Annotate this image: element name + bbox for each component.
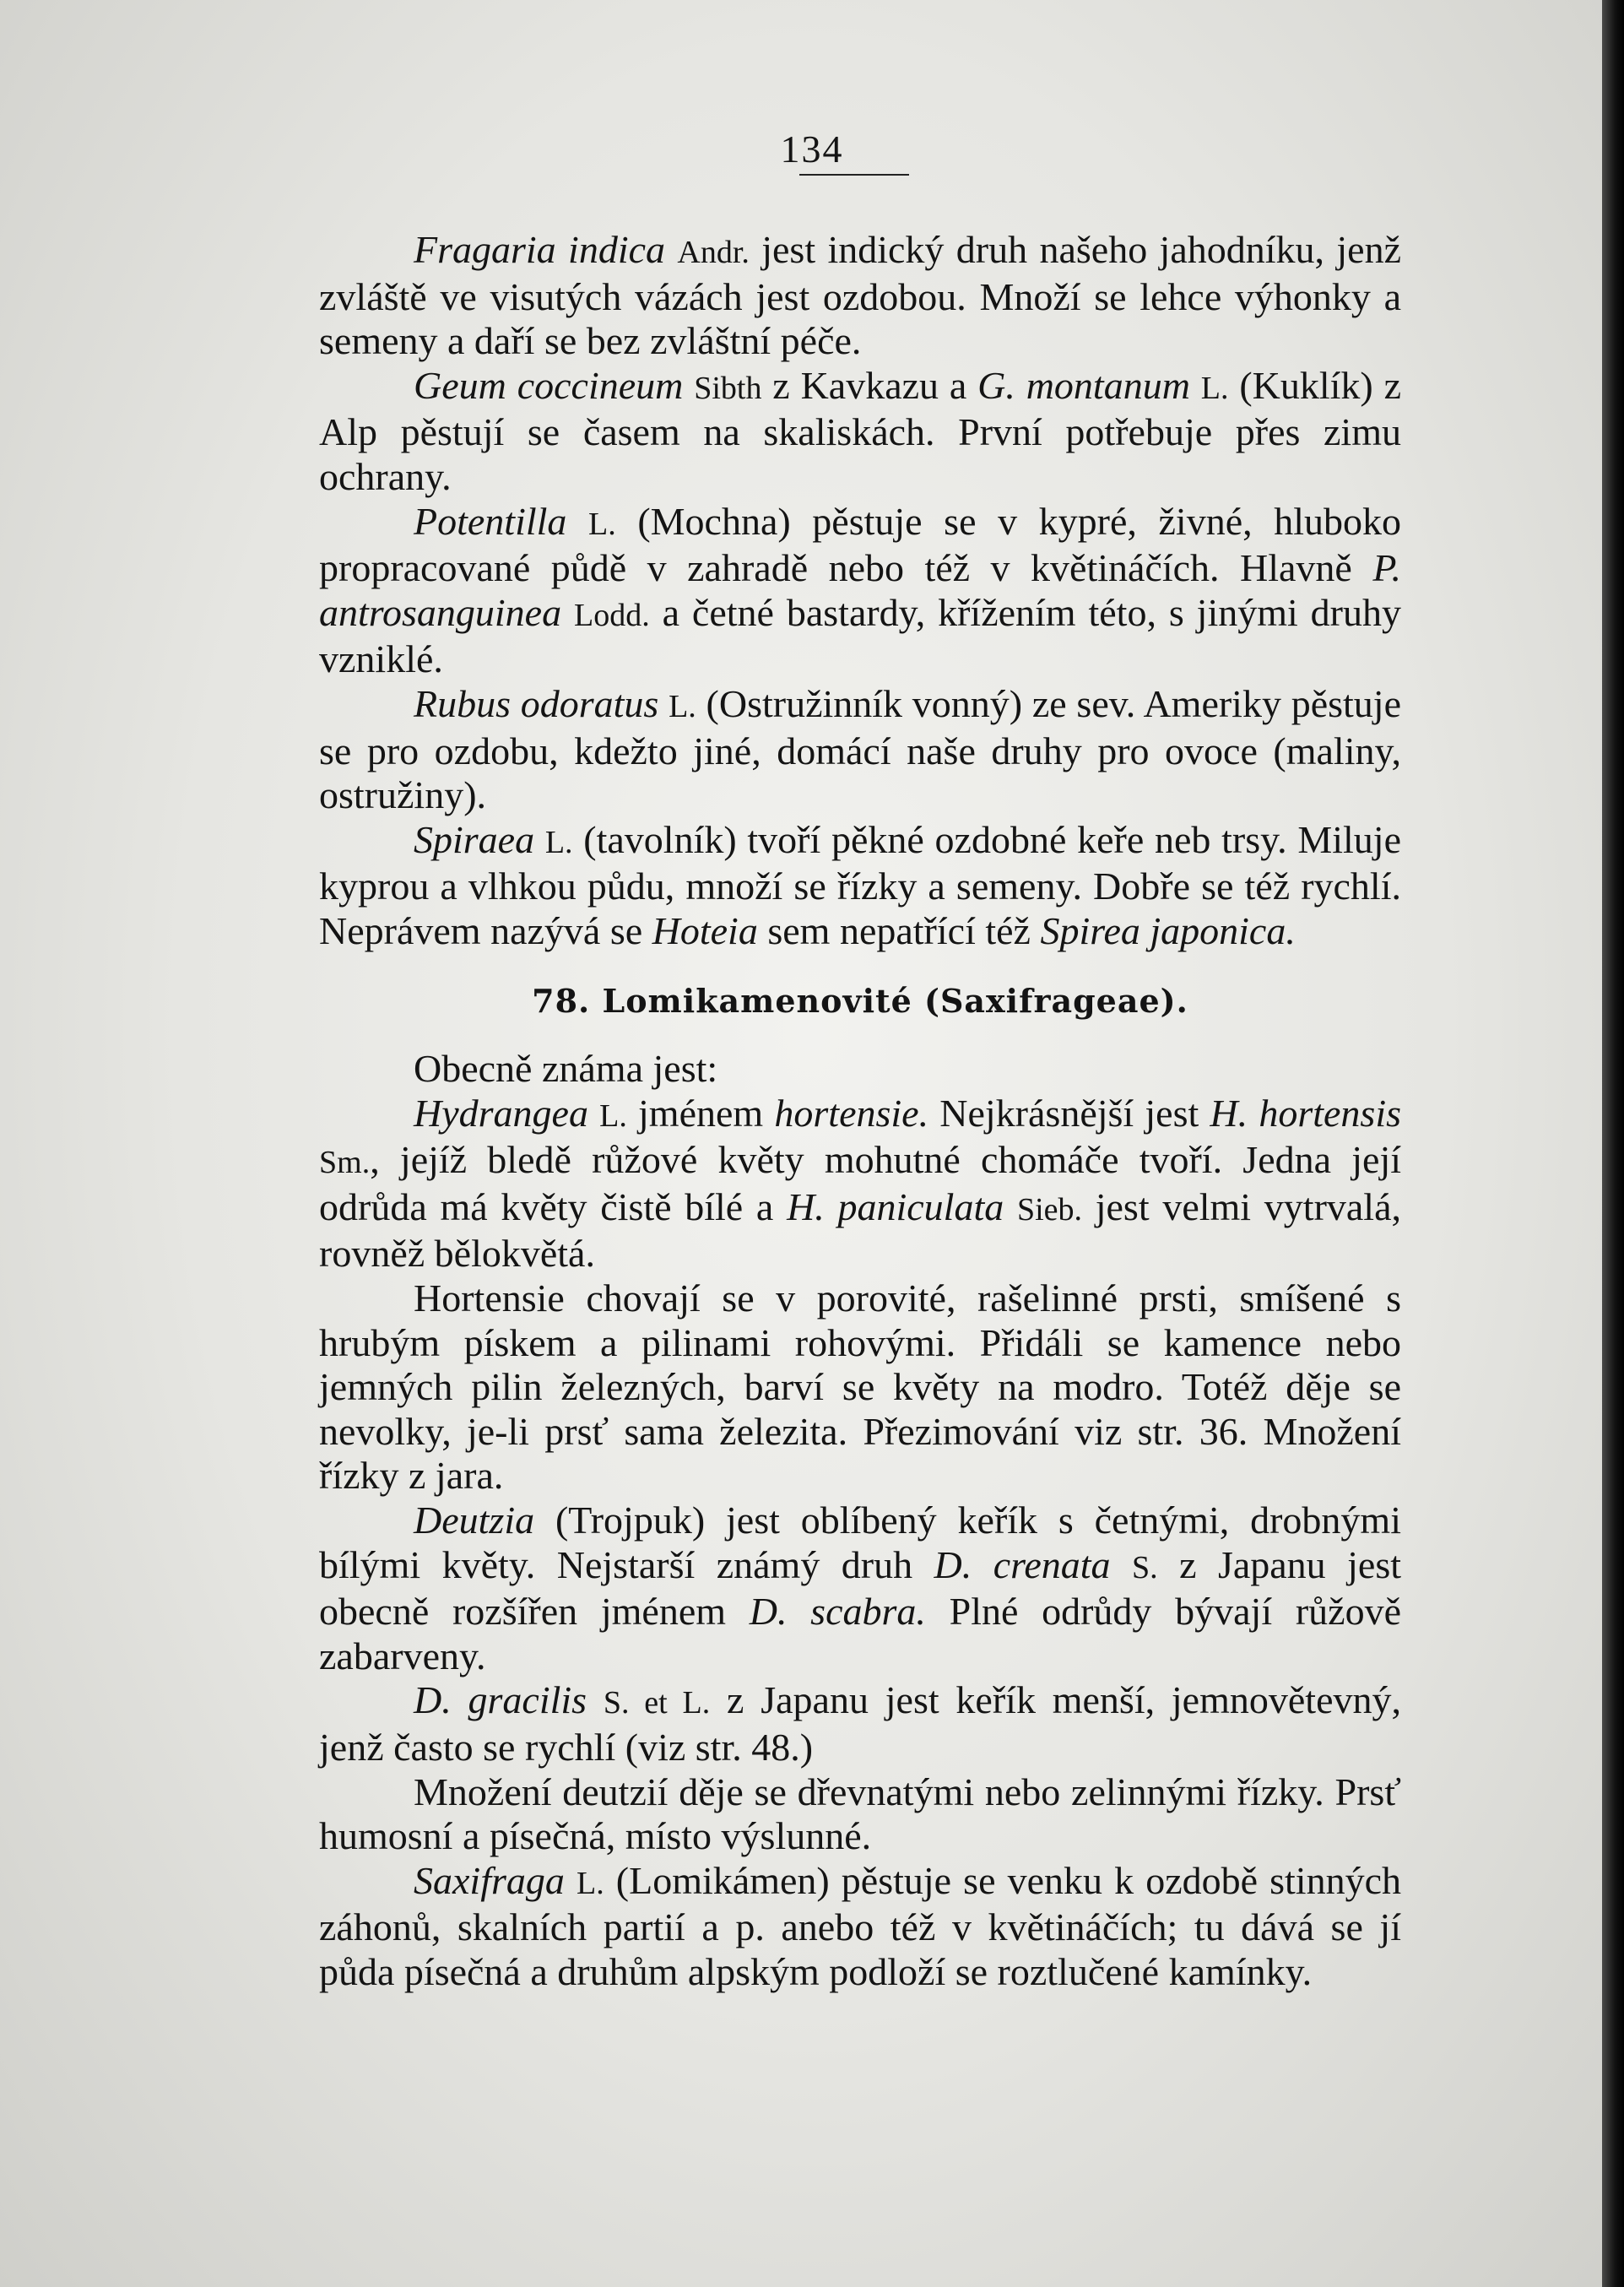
latin-name: D. gracilis xyxy=(414,1678,587,1722)
paragraph xyxy=(319,1498,1401,1678)
latin-name: Deutzia xyxy=(414,1498,535,1542)
text-run xyxy=(566,500,588,543)
latin-name: Fragaria indica xyxy=(414,228,666,271)
text-run: (Trojpuk) jest oblíbený keřík s četnými, drobnými bílými květy. Nejstarší známý druh xyxy=(319,1498,1401,1586)
latin-name: Spirea japonica. xyxy=(1040,908,1296,952)
paragraphs-bottom xyxy=(319,1047,1401,1994)
text-run xyxy=(1111,1543,1132,1586)
text-run: Plné odrůdy bývají růžově zabarveny. xyxy=(319,1590,1401,1677)
section-heading: 78. Lomikamenovité (Saxifrageae). xyxy=(532,981,1188,1020)
text-run xyxy=(534,818,545,861)
latin-name: Saxifraga xyxy=(414,1858,565,1902)
text-run: z Japanu jest obecně rozšířen jménem xyxy=(319,1542,1402,1634)
latin-name: D. scabra. xyxy=(749,1590,926,1634)
text-run xyxy=(665,228,677,271)
latin-name: hortensie. xyxy=(774,1091,929,1135)
author-abbrev: L. xyxy=(576,1865,604,1901)
author-abbrev: S. xyxy=(1131,1549,1158,1585)
text-run: (Mochna) pěstuje se v kypré, živné, hluboko propracované půdě v zahradě nebo též v květináčích. Hlavně xyxy=(319,499,1401,590)
text-run xyxy=(1004,1185,1017,1228)
latin-name: Hydrangea xyxy=(414,1091,588,1135)
author-abbrev: Sibth xyxy=(694,370,762,406)
latin-name: H. hortensis xyxy=(1210,1091,1401,1135)
author-abbrev: Andr. xyxy=(677,235,750,270)
latin-name: D. crenata xyxy=(934,1542,1111,1586)
text-run: a četné bastardy, křížením této, s jinými druhy vzniklé. xyxy=(319,590,1402,681)
author-abbrev: L. xyxy=(544,824,573,860)
text-run xyxy=(587,1678,604,1721)
body-text xyxy=(319,228,1401,1995)
latin-name: G. montanum xyxy=(977,363,1190,407)
latin-name: Potentilla xyxy=(414,499,567,543)
text-run: jménem xyxy=(626,1091,775,1135)
paragraphs-top xyxy=(319,228,1401,954)
author-abbrev: L. xyxy=(1200,370,1229,406)
text-run xyxy=(588,1092,599,1135)
text-run: (tavolník) tvoří pěkné ozdobné keře neb trsy. Miluje kyprou a vlhkou půdu, množí se řízky a semeny. Dobře se též rychlí. Neprávem nazývá se xyxy=(319,817,1402,952)
latin-name: Hoteia xyxy=(652,908,758,952)
text-run: sem nepatřící též xyxy=(757,908,1041,952)
paragraph xyxy=(319,500,1401,682)
latin-name: Rubus odoratus xyxy=(414,681,659,725)
text-run: Nejkrásnější jest xyxy=(928,1091,1210,1135)
page-edge-shadow xyxy=(1602,0,1624,2287)
paragraph xyxy=(319,228,1401,364)
text-run xyxy=(658,682,669,725)
author-abbrev: Sm. xyxy=(319,1145,371,1181)
text-run xyxy=(1190,364,1201,407)
page-number-rule xyxy=(799,174,909,176)
paragraph xyxy=(319,1047,1401,1092)
text-run: jest velmi vytrvalá, rovněž bělokvětá. xyxy=(319,1184,1401,1276)
text-run: Obecně známa jest: xyxy=(414,1047,718,1091)
paragraph xyxy=(319,1770,1401,1859)
text-run: z Kavkazu a xyxy=(761,363,978,407)
author-abbrev: L. xyxy=(588,506,616,542)
paragraph xyxy=(319,1859,1401,1995)
text-run xyxy=(565,1859,577,1902)
author-abbrev: L. xyxy=(669,688,696,724)
author-abbrev: L. xyxy=(599,1097,627,1134)
author-abbrev: S. et L. xyxy=(603,1685,711,1721)
text-run: jest indický druh našeho jahodníku, jenž zvláště ve visutých vázách jest ozdobou. Množí se lehce výhonky a semeny a daří se bez zvláštní péče. xyxy=(319,228,1401,363)
paragraph xyxy=(319,682,1401,818)
latin-name: Geum coccineum xyxy=(414,363,684,407)
paragraph xyxy=(319,364,1401,500)
text-run: Hortensie chovají se v porovité, rašelinné prsti, smíšené s hrubým pískem a pilinami rohovými. Přidáli se kamence nebo jemných pilin železných, barví se květy na modro. Totéž děje se nevolky, je-li prsť sama železita. Přezimování viz str. 36. Množení řízky z jara. xyxy=(319,1276,1401,1498)
latin-name: H. paniculata xyxy=(787,1184,1004,1228)
author-abbrev: Sieb. xyxy=(1016,1191,1083,1228)
latin-name: Spiraea xyxy=(414,817,535,861)
text-run: (Ostružinník vonný) ze sev. Ameriky pěstuje se pro ozdobu, kdežto jiné, domácí naše druhy pro ovoce (maliny, ostružiny). xyxy=(319,681,1401,817)
text-run: , jejíž bledě růžové květy mohutné chomáče tvoří. Jedna její odrůda má květy čistě bílé a xyxy=(319,1138,1401,1228)
paragraph xyxy=(319,1678,1401,1769)
page-number: 134 xyxy=(780,127,844,171)
text-run: z Japanu jest keřík menší, jemnovětevný, jenž často se rychlí (viz str. 48.) xyxy=(319,1678,1401,1769)
text-run xyxy=(683,364,694,407)
paragraph xyxy=(319,818,1401,954)
text-run: Množení deutzií děje se dřevnatými nebo zelinnými řízky. Prsť humosní a písečná, místo výslunné. xyxy=(319,1769,1401,1858)
text-run xyxy=(561,591,574,634)
paragraph xyxy=(319,1092,1401,1276)
author-abbrev: Lodd. xyxy=(573,597,650,633)
text-run: (Kuklík) z Alp pěstují se časem na skaliskách. První potřebuje přes zimu ochrany. xyxy=(319,363,1401,498)
text-run: (Lomikámen) pěstuje se venku k ozdobě stinných záhonů, skalních partií a p. anebo též v květináčích; tu dává se jí půda písečná a druhům alpským podloží se roztlučené kamínky. xyxy=(319,1858,1401,1993)
paragraph xyxy=(319,1276,1401,1498)
latin-name: P. antrosanguinea xyxy=(319,546,1401,634)
